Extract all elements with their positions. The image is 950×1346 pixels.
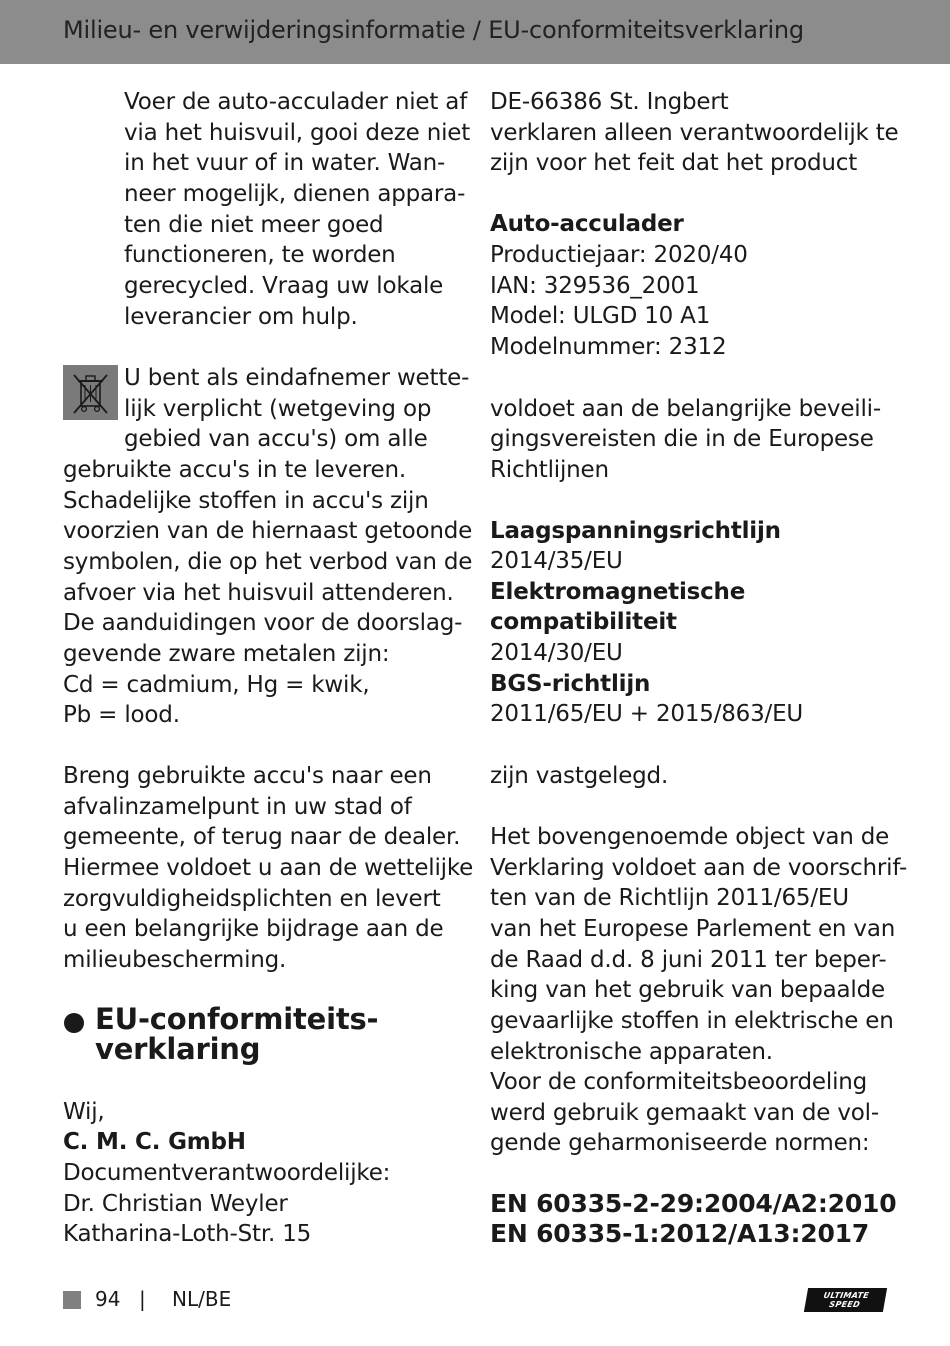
address-line: Katharina-Loth-Str. 15: [63, 1221, 312, 1247]
text-line: voldoet aan de belangrijke beveili-: [490, 396, 881, 422]
section-heading: verklaring: [95, 1032, 261, 1066]
logo-text: ULTIMATE: [822, 1291, 870, 1300]
text-line: voorzien van de hiernaast getoonde: [63, 518, 473, 544]
text-line: Schadelijke stoffen in accu's zijn: [63, 488, 429, 514]
text-line: afvalinzamelpunt in uw stad of: [63, 794, 412, 820]
product-name: Auto-acculader: [490, 211, 684, 237]
page-header: [0, 0, 950, 64]
text-line: zorgvuldigheidsplichten en levert: [63, 886, 441, 912]
directive-code: 2014/35/EU: [490, 548, 623, 574]
text-line: lijk verplicht (wetgeving op: [124, 396, 432, 422]
salutation: Wij,: [63, 1099, 105, 1125]
text-line: Hiermee voldoet u aan de wettelijke: [63, 855, 474, 881]
text-line: ten die niet meer goed: [124, 212, 384, 238]
text-line: zijn vastgelegd.: [490, 763, 669, 789]
footer-marker: [63, 1291, 81, 1309]
directive-title: Laagspanningsrichtlijn: [490, 518, 781, 544]
text-line: Voor de conformiteitsbeoordeling: [490, 1069, 868, 1095]
section-heading: EU-conformiteits-: [95, 1002, 379, 1036]
crossed-out-bin-icon: [63, 365, 118, 420]
text-line: DE-66386 St. Ingbert: [490, 89, 729, 115]
text-line: Verklaring voldoet aan de voorschrif-: [490, 855, 908, 881]
address-line: Dr. Christian Weyler: [63, 1191, 288, 1217]
text-line: functioneren, te worden: [124, 242, 396, 268]
standard-code: EN 60335-2-29:2004/A2:2010: [490, 1189, 897, 1218]
text-line: Pb = lood.: [63, 702, 180, 728]
text-line: gingsvereisten die in de Europese: [490, 426, 874, 452]
address-line: Documentverantwoordelijke:: [63, 1160, 391, 1186]
text-line: gevende zware metalen zijn:: [63, 641, 390, 667]
directive-code: 2011/65/EU + 2015/863/EU: [490, 701, 804, 727]
footer-language: NL/BE: [172, 1287, 232, 1311]
text-line: gevaarlijke stoffen in elektrische en: [490, 1008, 894, 1034]
text-line: zijn voor het feit dat het product: [490, 150, 858, 176]
text-line: u een belangrijke bijdrage aan de: [63, 916, 444, 942]
text-line: ten van de Richtlijn 2011/65/EU: [490, 885, 849, 911]
text-line: Richtlijnen: [490, 457, 609, 483]
text-line: in het vuur of in water. Wan-: [124, 150, 446, 176]
text-line: milieubescherming.: [63, 947, 287, 973]
brand-logo: [804, 1288, 887, 1312]
text-line: via het huisvuil, gooi deze niet: [124, 120, 471, 146]
header-title: Milieu- en verwijderingsinformatie / EU-conformiteitsverklaring: [63, 16, 804, 44]
text-line: symbolen, die op het verbod van de: [63, 549, 473, 575]
text-line: gebied van accu's) om alle: [124, 426, 428, 452]
text-line: afvoer via het huisvuil attenderen.: [63, 580, 454, 606]
text-line: gende geharmoniseerde normen:: [490, 1130, 870, 1156]
text-line: Voer de auto-acculader niet af: [124, 89, 468, 115]
text-line: Cd = cadmium, Hg = kwik,: [63, 672, 370, 698]
text-line: Breng gebruikte accu's naar een: [63, 763, 432, 789]
text-line: gemeente, of terug naar de dealer.: [63, 824, 461, 850]
bullet-icon: [64, 1013, 84, 1033]
text-line: De aanduidingen voor de doorslag-: [63, 610, 463, 636]
text-line: werd gebruik gemaakt van de vol-: [490, 1100, 879, 1126]
directive-title: compatibiliteit: [490, 609, 677, 635]
product-detail: Productiejaar: 2020/40: [490, 242, 748, 268]
text-line: de Raad d.d. 8 juni 2011 ter beper-: [490, 947, 887, 973]
text-line: verklaren alleen verantwoordelijk te: [490, 120, 899, 146]
text-line: king van het gebruik van bepaalde: [490, 977, 885, 1003]
product-detail: Model: ULGD 10 A1: [490, 303, 711, 329]
text-line: van het Europese Parlement en van: [490, 916, 896, 942]
footer-separator: |: [139, 1287, 146, 1311]
logo-text: SPEED: [828, 1300, 861, 1309]
product-detail: Modelnummer: 2312: [490, 334, 727, 360]
text-line: gebruikte accu's in te leveren.: [63, 457, 407, 483]
directive-title: Elektromagnetische: [490, 579, 746, 605]
text-line: neer mogelijk, dienen appara-: [124, 181, 466, 207]
directive-title: BGS-richtlijn: [490, 671, 651, 697]
standard-code: EN 60335-1:2012/A13:2017: [490, 1219, 870, 1248]
text-line: gerecycled. Vraag uw lokale: [124, 273, 444, 299]
text-line: Het bovengenoemde object van de: [490, 824, 890, 850]
text-line: leverancier om hulp.: [124, 304, 358, 330]
text-line: elektronische apparaten.: [490, 1039, 773, 1065]
directive-code: 2014/30/EU: [490, 640, 623, 666]
page-number: 94: [95, 1287, 121, 1311]
product-detail: IAN: 329536_2001: [490, 273, 700, 299]
company-name: C. M. C. GmbH: [63, 1129, 246, 1155]
text-line: U bent als eindafnemer wette-: [124, 365, 470, 391]
